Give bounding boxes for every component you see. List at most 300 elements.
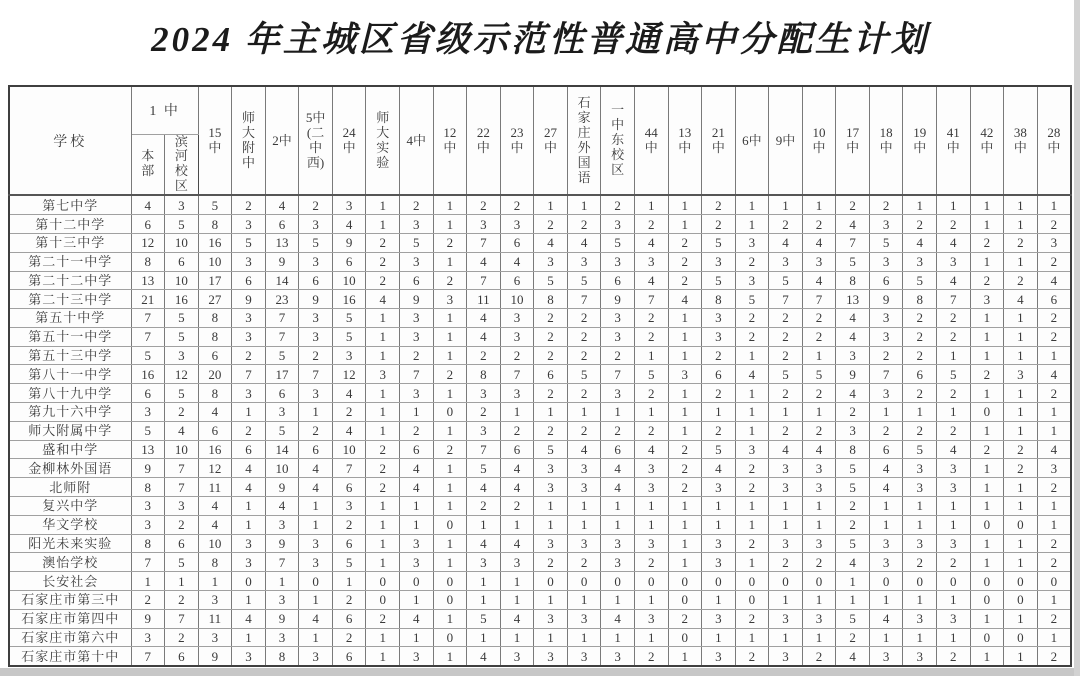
- value-cell: 1: [668, 515, 702, 534]
- value-cell: 2: [467, 195, 501, 214]
- value-cell: 17: [265, 365, 299, 384]
- value-cell: 1: [366, 534, 400, 553]
- value-cell: 1: [735, 421, 769, 440]
- value-cell: 4: [769, 440, 803, 459]
- value-cell: 4: [836, 647, 870, 666]
- value-cell: 1: [232, 591, 266, 610]
- value-cell: 3: [769, 478, 803, 497]
- school-name-cell: 长安社会: [9, 572, 131, 591]
- value-cell: 1: [232, 497, 266, 516]
- value-cell: 8: [534, 290, 568, 309]
- value-cell: 23: [265, 290, 299, 309]
- value-cell: 4: [836, 327, 870, 346]
- value-cell: 1: [869, 497, 903, 516]
- value-cell: 2: [769, 327, 803, 346]
- value-cell: 3: [400, 215, 434, 234]
- value-cell: 3: [131, 628, 165, 647]
- value-cell: 1: [400, 403, 434, 422]
- value-cell: 1: [534, 403, 568, 422]
- value-cell: 7: [165, 478, 199, 497]
- value-cell: 7: [802, 290, 836, 309]
- column-header: 23中: [500, 86, 534, 195]
- value-cell: 7: [265, 309, 299, 328]
- value-cell: 2: [802, 421, 836, 440]
- value-cell: 3: [702, 478, 736, 497]
- value-cell: 9: [265, 478, 299, 497]
- value-cell: 3: [668, 365, 702, 384]
- value-cell: 2: [735, 252, 769, 271]
- value-cell: 2: [366, 233, 400, 252]
- value-cell: 5: [903, 440, 937, 459]
- value-cell: 2: [467, 497, 501, 516]
- value-cell: 2: [400, 421, 434, 440]
- value-cell: 2: [937, 553, 971, 572]
- value-cell: 1: [769, 515, 803, 534]
- value-cell: 3: [802, 534, 836, 553]
- value-cell: 1: [702, 403, 736, 422]
- value-cell: 0: [299, 572, 333, 591]
- value-cell: 3: [769, 609, 803, 628]
- value-cell: 0: [668, 572, 702, 591]
- value-cell: 10: [165, 233, 199, 252]
- value-cell: 2: [366, 271, 400, 290]
- value-cell: 3: [735, 440, 769, 459]
- value-cell: 1: [232, 628, 266, 647]
- value-cell: 2: [299, 421, 333, 440]
- value-cell: 2: [769, 309, 803, 328]
- value-cell: 3: [534, 609, 568, 628]
- value-cell: 1: [769, 628, 803, 647]
- value-cell: 2: [467, 346, 501, 365]
- school-name-cell: 第二十一中学: [9, 252, 131, 271]
- table-row: [9, 346, 1071, 365]
- value-cell: 2: [232, 195, 266, 214]
- value-cell: 6: [265, 215, 299, 234]
- value-cell: 1: [970, 459, 1004, 478]
- value-cell: 1: [366, 195, 400, 214]
- value-cell: 8: [198, 553, 232, 572]
- value-cell: 2: [500, 346, 534, 365]
- value-cell: 2: [567, 384, 601, 403]
- value-cell: 0: [433, 591, 467, 610]
- value-cell: 2: [433, 365, 467, 384]
- value-cell: 1: [802, 628, 836, 647]
- value-cell: 1: [769, 403, 803, 422]
- value-cell: 5: [131, 346, 165, 365]
- value-cell: 11: [467, 290, 501, 309]
- value-cell: 2: [467, 403, 501, 422]
- value-cell: 1: [433, 327, 467, 346]
- value-cell: 3: [769, 534, 803, 553]
- value-cell: 3: [869, 252, 903, 271]
- value-cell: 5: [198, 195, 232, 214]
- table-row: [9, 553, 1071, 572]
- value-cell: 3: [232, 309, 266, 328]
- column-header: 一中东校区: [601, 86, 635, 195]
- value-cell: 6: [332, 609, 366, 628]
- value-cell: 9: [601, 290, 635, 309]
- value-cell: 3: [500, 327, 534, 346]
- value-cell: 5: [265, 346, 299, 365]
- value-cell: 4: [400, 459, 434, 478]
- school-column-header: 学校: [9, 86, 131, 195]
- value-cell: 2: [299, 346, 333, 365]
- value-cell: 6: [400, 440, 434, 459]
- value-cell: 8: [702, 290, 736, 309]
- value-cell: 5: [400, 233, 434, 252]
- column-header: 12中: [433, 86, 467, 195]
- table-row: [9, 327, 1071, 346]
- value-cell: 0: [903, 572, 937, 591]
- value-cell: 9: [299, 290, 333, 309]
- value-cell: 5: [332, 327, 366, 346]
- school-name-cell: 第十三中学: [9, 233, 131, 252]
- table-row: [9, 252, 1071, 271]
- value-cell: 3: [165, 346, 199, 365]
- value-cell: 1: [131, 572, 165, 591]
- value-cell: 1: [735, 553, 769, 572]
- value-cell: 2: [702, 346, 736, 365]
- value-cell: 1: [1004, 327, 1038, 346]
- value-cell: 2: [433, 233, 467, 252]
- table-row: [9, 384, 1071, 403]
- value-cell: 1: [265, 572, 299, 591]
- value-cell: 6: [332, 647, 366, 666]
- value-cell: 1: [903, 628, 937, 647]
- value-cell: 8: [836, 440, 870, 459]
- value-cell: 1: [366, 215, 400, 234]
- value-cell: 3: [198, 591, 232, 610]
- value-cell: 1: [970, 195, 1004, 214]
- value-cell: 1: [1004, 346, 1038, 365]
- value-cell: 3: [400, 252, 434, 271]
- value-cell: 1: [1004, 497, 1038, 516]
- school-name-cell: 第八十九中学: [9, 384, 131, 403]
- value-cell: 4: [165, 421, 199, 440]
- value-cell: 1: [937, 346, 971, 365]
- value-cell: 4: [332, 384, 366, 403]
- value-cell: 3: [634, 252, 668, 271]
- value-cell: 1: [433, 215, 467, 234]
- value-cell: 2: [735, 609, 769, 628]
- value-cell: 9: [836, 365, 870, 384]
- column-header: 13中: [668, 86, 702, 195]
- value-cell: 3: [869, 534, 903, 553]
- value-cell: 1: [1037, 195, 1071, 214]
- value-cell: 4: [802, 233, 836, 252]
- value-cell: 1: [1037, 628, 1071, 647]
- value-cell: 3: [500, 215, 534, 234]
- school-name-cell: 第十二中学: [9, 215, 131, 234]
- table-row: [9, 591, 1071, 610]
- value-cell: 1: [735, 215, 769, 234]
- value-cell: 4: [869, 609, 903, 628]
- value-cell: 2: [534, 421, 568, 440]
- value-cell: 2: [534, 553, 568, 572]
- value-cell: 7: [634, 290, 668, 309]
- value-cell: 5: [534, 271, 568, 290]
- value-cell: 10: [198, 252, 232, 271]
- value-cell: 5: [165, 215, 199, 234]
- value-cell: 1: [433, 384, 467, 403]
- value-cell: 1: [500, 591, 534, 610]
- value-cell: 6: [534, 365, 568, 384]
- value-cell: 1: [668, 309, 702, 328]
- value-cell: 3: [702, 553, 736, 572]
- value-cell: 3: [500, 647, 534, 666]
- value-cell: 4: [467, 252, 501, 271]
- value-cell: 9: [232, 290, 266, 309]
- value-cell: 0: [433, 572, 467, 591]
- value-cell: 7: [131, 327, 165, 346]
- value-cell: 2: [165, 628, 199, 647]
- value-cell: 3: [232, 384, 266, 403]
- value-cell: 4: [299, 478, 333, 497]
- value-cell: 1: [366, 647, 400, 666]
- column-header: 28中: [1037, 86, 1071, 195]
- value-cell: 1: [534, 628, 568, 647]
- value-cell: 3: [802, 459, 836, 478]
- value-cell: 3: [702, 309, 736, 328]
- value-cell: 3: [265, 628, 299, 647]
- value-cell: 3: [601, 309, 635, 328]
- value-cell: 3: [869, 384, 903, 403]
- value-cell: 1: [567, 403, 601, 422]
- value-cell: 3: [937, 534, 971, 553]
- value-cell: 2: [769, 553, 803, 572]
- value-cell: 3: [601, 327, 635, 346]
- value-cell: 2: [332, 591, 366, 610]
- value-cell: 5: [165, 384, 199, 403]
- value-cell: 3: [601, 215, 635, 234]
- value-cell: 4: [366, 290, 400, 309]
- value-cell: 3: [601, 384, 635, 403]
- value-cell: 1: [802, 403, 836, 422]
- value-cell: 5: [634, 365, 668, 384]
- header-row-1: [9, 86, 1071, 134]
- value-cell: 4: [467, 534, 501, 553]
- value-cell: 2: [1037, 534, 1071, 553]
- value-cell: 2: [970, 440, 1004, 459]
- value-cell: 3: [903, 609, 937, 628]
- value-cell: 3: [735, 233, 769, 252]
- value-cell: 5: [903, 271, 937, 290]
- value-cell: 7: [769, 290, 803, 309]
- value-cell: 2: [131, 591, 165, 610]
- value-cell: 3: [165, 195, 199, 214]
- table-row: [9, 365, 1071, 384]
- value-cell: 3: [299, 553, 333, 572]
- value-cell: 1: [970, 421, 1004, 440]
- value-cell: 3: [467, 421, 501, 440]
- value-cell: 6: [232, 271, 266, 290]
- value-cell: 2: [937, 647, 971, 666]
- value-cell: 1: [1037, 421, 1071, 440]
- value-cell: 4: [500, 459, 534, 478]
- value-cell: 4: [198, 403, 232, 422]
- value-cell: 2: [702, 195, 736, 214]
- value-cell: 3: [702, 534, 736, 553]
- value-cell: 3: [601, 647, 635, 666]
- value-cell: 1: [1037, 346, 1071, 365]
- value-cell: 0: [433, 628, 467, 647]
- value-cell: 10: [165, 271, 199, 290]
- value-cell: 2: [735, 459, 769, 478]
- value-cell: 6: [165, 647, 199, 666]
- allocation-table: [8, 85, 1072, 667]
- value-cell: 3: [299, 252, 333, 271]
- value-cell: 3: [903, 647, 937, 666]
- value-cell: 2: [534, 215, 568, 234]
- table-row: [9, 290, 1071, 309]
- value-cell: 5: [165, 553, 199, 572]
- value-cell: 1: [869, 628, 903, 647]
- value-cell: 8: [467, 365, 501, 384]
- value-cell: 10: [332, 440, 366, 459]
- value-cell: 8: [198, 309, 232, 328]
- value-cell: 6: [601, 440, 635, 459]
- value-cell: 2: [634, 327, 668, 346]
- value-cell: 27: [198, 290, 232, 309]
- value-cell: 3: [265, 591, 299, 610]
- value-cell: 3: [366, 365, 400, 384]
- value-cell: 1: [970, 309, 1004, 328]
- value-cell: 2: [567, 421, 601, 440]
- value-cell: 4: [265, 195, 299, 214]
- value-cell: 5: [836, 534, 870, 553]
- school-name-cell: 石家庄市第六中: [9, 628, 131, 647]
- value-cell: 2: [903, 309, 937, 328]
- value-cell: 2: [601, 421, 635, 440]
- value-cell: 1: [970, 609, 1004, 628]
- value-cell: 2: [332, 628, 366, 647]
- value-cell: 1: [937, 591, 971, 610]
- value-cell: 4: [903, 233, 937, 252]
- value-cell: 1: [970, 327, 1004, 346]
- value-cell: 1: [735, 628, 769, 647]
- value-cell: 4: [567, 440, 601, 459]
- value-cell: 8: [131, 534, 165, 553]
- value-cell: 16: [332, 290, 366, 309]
- value-cell: 12: [198, 459, 232, 478]
- value-cell: 2: [366, 440, 400, 459]
- value-cell: 5: [769, 365, 803, 384]
- value-cell: 2: [1004, 271, 1038, 290]
- value-cell: 0: [937, 572, 971, 591]
- value-cell: 1: [1037, 403, 1071, 422]
- value-cell: 3: [131, 403, 165, 422]
- value-cell: 7: [299, 365, 333, 384]
- value-cell: 4: [735, 365, 769, 384]
- value-cell: 4: [1037, 440, 1071, 459]
- value-cell: 2: [1037, 609, 1071, 628]
- value-cell: 2: [500, 195, 534, 214]
- value-cell: 3: [937, 459, 971, 478]
- school-name-cell: 澳怡学校: [9, 553, 131, 572]
- value-cell: 0: [1004, 572, 1038, 591]
- value-cell: 0: [970, 591, 1004, 610]
- value-cell: 2: [970, 365, 1004, 384]
- value-cell: 1: [970, 647, 1004, 666]
- value-cell: 2: [567, 346, 601, 365]
- value-cell: 7: [265, 327, 299, 346]
- value-cell: 4: [836, 215, 870, 234]
- value-cell: 9: [869, 290, 903, 309]
- value-cell: 1: [433, 346, 467, 365]
- value-cell: 7: [131, 309, 165, 328]
- value-cell: 3: [869, 327, 903, 346]
- value-cell: 0: [433, 515, 467, 534]
- value-cell: 2: [702, 215, 736, 234]
- value-cell: 1: [735, 515, 769, 534]
- value-cell: 8: [198, 327, 232, 346]
- value-cell: 1: [1004, 647, 1038, 666]
- value-cell: 2: [668, 440, 702, 459]
- value-cell: 1: [433, 252, 467, 271]
- value-cell: 16: [131, 365, 165, 384]
- school-name-cell: 石家庄市第三中: [9, 591, 131, 610]
- value-cell: 4: [500, 534, 534, 553]
- value-cell: 7: [131, 647, 165, 666]
- value-cell: 0: [634, 572, 668, 591]
- value-cell: 3: [265, 403, 299, 422]
- value-cell: 3: [467, 215, 501, 234]
- value-cell: 1: [299, 497, 333, 516]
- column-header: 师大附中: [232, 86, 266, 195]
- value-cell: 3: [165, 497, 199, 516]
- value-cell: 3: [769, 459, 803, 478]
- school-name-cell: 第八十一中学: [9, 365, 131, 384]
- value-cell: 2: [769, 421, 803, 440]
- value-cell: 2: [836, 403, 870, 422]
- value-cell: 2: [802, 384, 836, 403]
- value-cell: 0: [1004, 515, 1038, 534]
- value-cell: 1: [668, 327, 702, 346]
- value-cell: 17: [198, 271, 232, 290]
- value-cell: 2: [937, 384, 971, 403]
- value-cell: 2: [1004, 459, 1038, 478]
- column-header: 石家庄外国语: [567, 86, 601, 195]
- value-cell: 2: [937, 327, 971, 346]
- value-cell: 2: [735, 647, 769, 666]
- table-row: [9, 478, 1071, 497]
- value-cell: 5: [232, 233, 266, 252]
- value-cell: 7: [567, 290, 601, 309]
- value-cell: 7: [165, 609, 199, 628]
- value-cell: 2: [903, 215, 937, 234]
- column-header: 24中: [332, 86, 366, 195]
- value-cell: 3: [869, 309, 903, 328]
- value-cell: 4: [869, 478, 903, 497]
- value-cell: 1: [567, 195, 601, 214]
- value-cell: 1: [299, 591, 333, 610]
- value-cell: 4: [467, 647, 501, 666]
- value-cell: 2: [567, 553, 601, 572]
- value-cell: 0: [1004, 628, 1038, 647]
- value-cell: 2: [869, 346, 903, 365]
- table-row: [9, 421, 1071, 440]
- value-cell: 0: [970, 515, 1004, 534]
- value-cell: 3: [634, 459, 668, 478]
- value-cell: 3: [567, 252, 601, 271]
- value-cell: 2: [903, 553, 937, 572]
- value-cell: 2: [366, 478, 400, 497]
- column-header: 5中(二中西): [299, 86, 333, 195]
- value-cell: 3: [601, 534, 635, 553]
- column-header: 10中: [802, 86, 836, 195]
- value-cell: 5: [702, 440, 736, 459]
- value-cell: 6: [198, 346, 232, 365]
